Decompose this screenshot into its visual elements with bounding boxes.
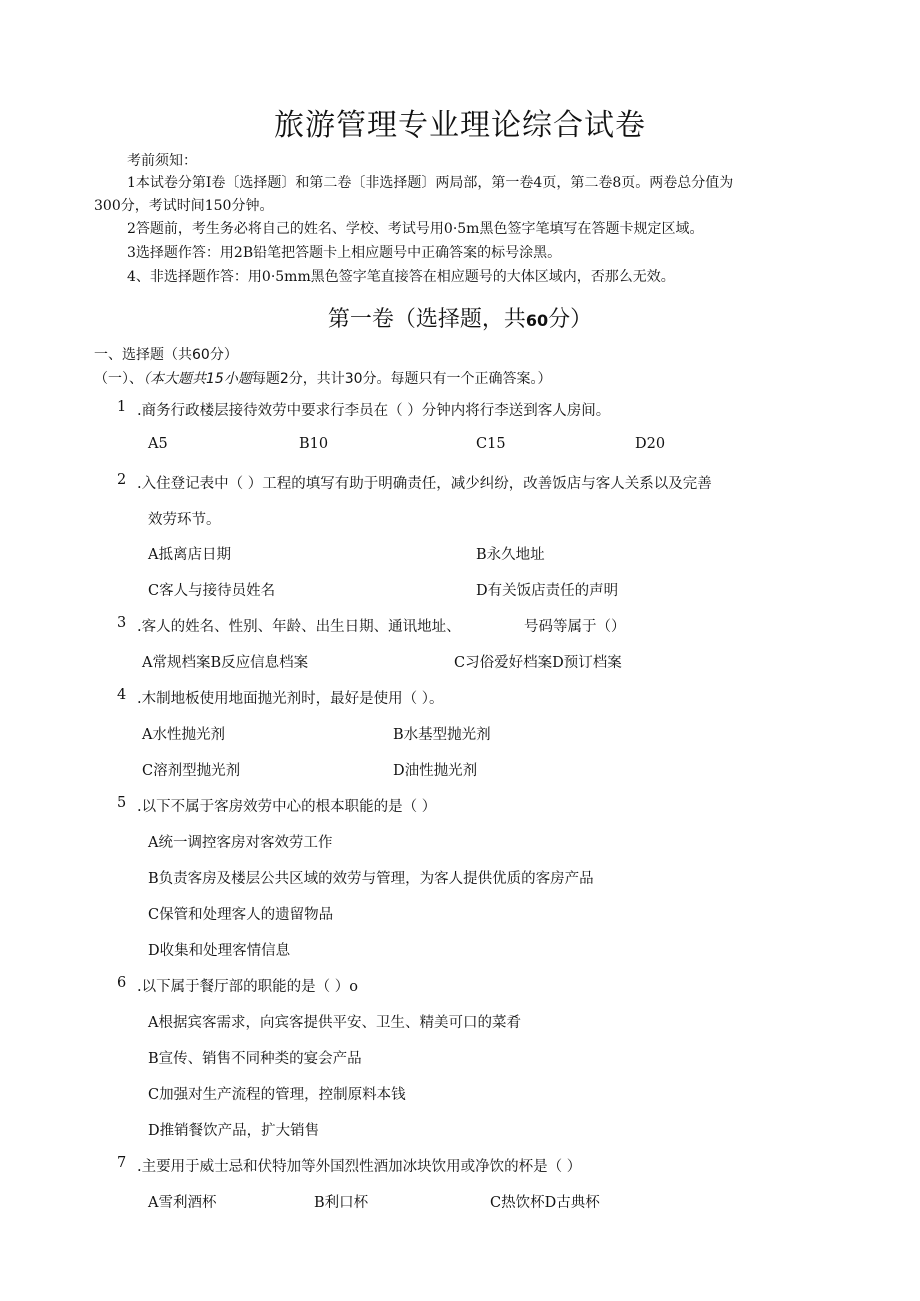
option: A根据宾客需求，向宾客提供平安、卫生、精美可口的菜肴 — [148, 1015, 521, 1031]
option: C溶剂型抛光剂 — [142, 763, 241, 779]
option: B10 — [299, 436, 329, 452]
question-stem: .客人的姓名、性别、年龄、出生日期、通讯地址、 — [137, 619, 461, 635]
note-line: 2答题前，考生务必将自己的姓名、学校、考试号用0·5m黑色签字笔填写在答题卡规定区域。 — [127, 221, 704, 237]
option: C热饮杯D古典杯 — [490, 1195, 600, 1211]
notes-heading: 考前须知： — [127, 153, 197, 169]
note-line: 3选择题作答：用2B铅笔把答题卡上相应题号中正确答案的标号涂黑。 — [127, 245, 562, 261]
note-line: 1本试卷分第I卷〔选择题〕和第二卷〔非选择题〕两局部，第一卷4页，第二卷8页。两卷总分值为 — [127, 175, 734, 191]
question-number: 3 — [117, 615, 127, 631]
question-number: 7 — [117, 1155, 127, 1171]
sub-heading-lead: （一）、 — [94, 371, 143, 387]
option: C保管和处理客人的遗留物品 — [148, 907, 334, 923]
page-title: 旅游管理专业理论综合试卷 — [274, 108, 646, 143]
option: B宣传、销售不同种类的宴会产品 — [148, 1051, 362, 1067]
section-title — [0, 302, 920, 333]
option: C客人与接待员姓名 — [148, 583, 276, 599]
option: A抵离店日期 — [148, 547, 231, 563]
option: C加强对生产流程的管理，控制原料本钱 — [148, 1087, 406, 1103]
section-title-suffix: 分） — [548, 307, 593, 332]
option: B水基型抛光剂 — [393, 727, 491, 743]
question-number: 1 — [117, 399, 127, 415]
option: A统一调控客房对客效劳工作 — [148, 835, 333, 851]
question-stem: .木制地板使用地面抛光剂时，最好是使用（ ）。 — [137, 691, 444, 707]
question-stem: .商务行政楼层接待效劳中要求行李员在（ ）分钟内将行李送到客人房间。 — [137, 403, 611, 419]
option: C15 — [476, 436, 506, 452]
option: D有关饭店责任的声明 — [476, 583, 619, 599]
section-title-score: 60 — [525, 311, 549, 330]
part-heading: 一、选择题（共60分） — [94, 347, 238, 363]
option: A水性抛光剂 — [142, 727, 225, 743]
question-stem: .入住登记表中（ ）工程的填写有助于明确责任，减少纠纷，改善饭店与客人关系以及完善 — [137, 476, 712, 492]
option: A雪利酒杯 — [148, 1195, 217, 1211]
option: A5 — [148, 436, 168, 452]
question-stem: .以下属于餐厅部的职能的是（ ）o — [137, 979, 358, 995]
option: D收集和处理客情信息 — [148, 943, 291, 959]
question-number: 5 — [117, 795, 127, 811]
note-line: 4、非选择题作答：用0·5mm黑色签字笔直接答在相应题号的大体区域内，否那么无效。 — [127, 269, 675, 285]
question-stem: .主要用于威士忌和伏特加等外国烈性酒加冰块饮用或净饮的杯是（ ） — [137, 1159, 582, 1175]
option: D油性抛光剂 — [393, 763, 478, 779]
section-title-prefix: 第一卷（选择题，共 — [327, 307, 526, 332]
question-number: 2 — [117, 472, 127, 488]
sub-heading-italic: （本大题共15小题 — [143, 371, 252, 387]
note-line: 300分，考试时间150分钟。 — [94, 198, 274, 214]
sub-heading — [94, 368, 552, 388]
sub-heading-rest: 每题2分，共计30分。每题只有一个正确答案。） — [251, 371, 552, 387]
option: B利口杯 — [314, 1195, 369, 1211]
option: D推销餐饮产品，扩大销售 — [148, 1123, 320, 1139]
question-stem-continued: 效劳环节。 — [148, 512, 221, 528]
question-number: 6 — [117, 975, 127, 991]
option: B永久地址 — [476, 547, 545, 563]
option: B负责客房及楼层公共区域的效劳与管理，为客人提供优质的客房产品 — [148, 871, 594, 887]
option: C习俗爱好档案D预订档案 — [454, 655, 622, 671]
option: A常规档案B反应信息档案 — [142, 655, 309, 671]
option: D20 — [635, 436, 666, 452]
question-stem: .以下不属于客房效劳中心的根本职能的是（ ） — [137, 799, 437, 815]
question-stem-tail: 号码等属于（） — [524, 619, 626, 635]
question-number: 4 — [117, 687, 127, 703]
